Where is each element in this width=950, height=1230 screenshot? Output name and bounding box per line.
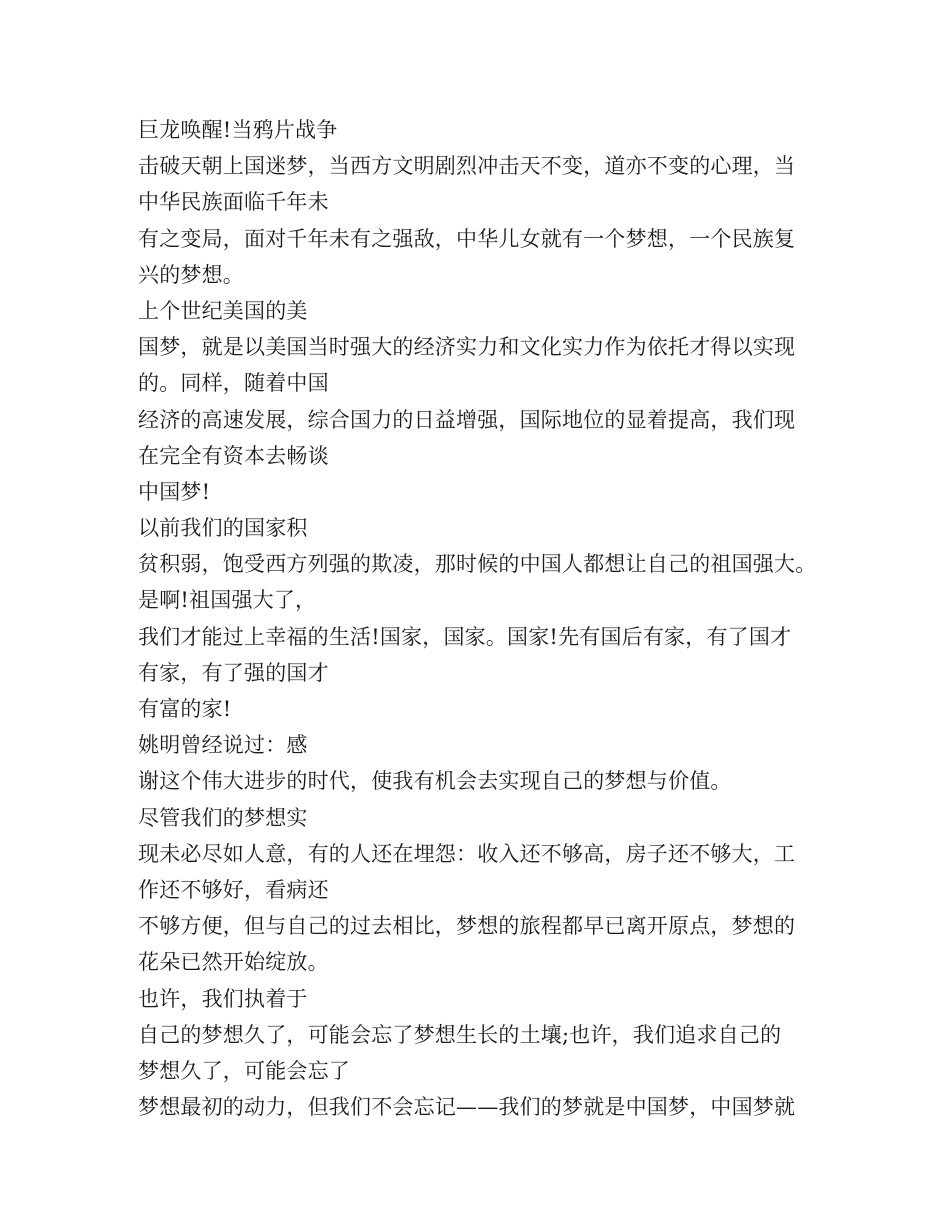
text-line: 中华民族面临千年未	[138, 190, 329, 215]
text-line: 在完全有资本去畅谈	[138, 443, 329, 468]
text-line: 现未必尽如人意，有的人还在埋怨：收入还不够高，房子还不够大，工	[138, 841, 796, 866]
text-line: 尽管我们的梦想实	[138, 805, 308, 830]
document-body	[138, 112, 828, 1125]
text-line: 谢这个伟大进步的时代，使我有机会去实现自己的梦想与价值。	[138, 769, 732, 794]
text-line: 有富的家!	[138, 697, 232, 721]
text-line: 自己的梦想久了，可能会忘了梦想生长的土壤;也许，我们追求自己的	[138, 1022, 782, 1047]
text-line: 花朵已然开始绽放。	[138, 950, 329, 975]
text-line: 经济的高速发展，综合国力的日益增强，国际地位的显着提高，我们现	[138, 407, 796, 432]
text-line: 是啊!祖国强大了，	[138, 588, 317, 613]
text-line: 中国梦!	[138, 479, 211, 504]
text-line: 姚明曾经说过：感	[138, 733, 308, 758]
text-line: 国梦，就是以美国当时强大的经济实力和文化实力作为依托才得以实现	[138, 335, 796, 360]
text-line: 我们才能过上幸福的生活!国家，国家。国家!先有国后有家，有了国才	[138, 624, 792, 649]
text-line: 作还不够好，看病还	[138, 877, 329, 902]
text-line: 也许，我们执着于	[138, 986, 308, 1011]
text-line: 贫积弱，饱受西方列强的欺凌，那时候的中国人都想让自己的祖国强大。	[138, 552, 817, 577]
text-line: 梦想最初的动力，但我们不会忘记——我们的梦就是中国梦，中国梦就	[138, 1095, 796, 1120]
text-line: 上个世纪美国的美	[138, 298, 308, 323]
text-line: 兴的梦想。	[138, 262, 244, 287]
text-line: 巨龙唤醒!当鸦片战争	[138, 118, 338, 142]
text-line: 的。同样，随着中国	[138, 371, 329, 396]
text-line: 有家，有了强的国才	[138, 660, 329, 685]
text-line: 梦想久了，可能会忘了	[138, 1058, 350, 1083]
text-line: 有之变局，面对千年未有之强敌，中华儿女就有一个梦想，一个民族复	[138, 226, 796, 251]
text-line: 击破天朝上国迷梦，当西方文明剧烈冲击天不变，道亦不变的心理，当	[138, 154, 796, 179]
text-line: 不够方便，但与自己的过去相比，梦想的旅程都早已离开原点，梦想的	[138, 914, 796, 939]
text-line: 以前我们的国家积	[138, 516, 308, 541]
